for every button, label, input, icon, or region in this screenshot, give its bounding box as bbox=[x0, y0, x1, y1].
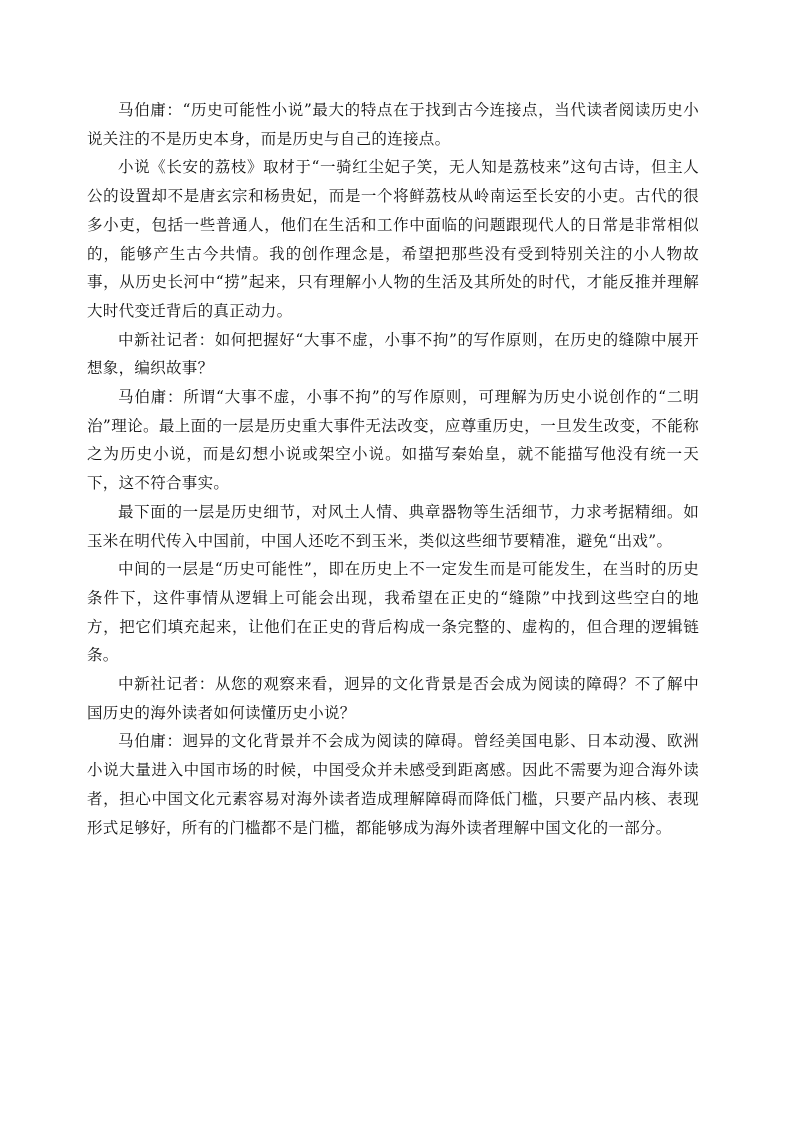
paragraph-7: 中新社记者：从您的观察来看，迥异的文化背景是否会成为阅读的障碍？不了解中国历史的海外读者如何读懂历史小说？ bbox=[87, 675, 699, 722]
article-body bbox=[87, 96, 699, 842]
paragraph-2: 小说《长安的荔枝》取材于“一骑红尘妃子笑，无人知是荔枝来”这句古诗，但主人公的设置却不是唐玄宗和杨贵妃，而是一个将鲜荔枝从岭南运至长安的小吏。古代的很多小吏，包括一些普通人，他们在生活和工作中面临的问题跟现代人的日常是非常相似的，能够产生古今共情。我的创作理念是，希望把那些没有受到特别关注的小人物故事，从历史长河中“捞”起来，只有理解小人物的生活及其所处的时代，才能反推并理解大时代变迁背后的真正动力。 bbox=[87, 158, 699, 320]
paragraph-6: 中间的一层是“历史可能性”，即在历史上不一定发生而是可能发生，在当时的历史条件下，这件事情从逻辑上可能会出现，我希望在正史的“缝隙”中找到这些空白的地方，把它们填充起来，让他们在正史的背后构成一条完整的、虚构的，但合理的逻辑链条。 bbox=[87, 560, 699, 665]
paragraph-1: 马伯庸：“历史可能性小说”最大的特点在于找到古今连接点，当代读者阅读历史小说关注的不是历史本身，而是历史与自己的连接点。 bbox=[87, 101, 699, 148]
paragraph-5: 最下面的一层是历史细节，对风土人情、典章器物等生活细节，力求考据精细。如玉米在明代传入中国前，中国人还吃不到玉米，类似这些细节要精准，避免“出戏”。 bbox=[87, 502, 699, 550]
paragraph-8: 马伯庸：迥异的文化背景并不会成为阅读的障碍。曾经美国电影、日本动漫、欧洲小说大量进入中国市场的时候，中国受众并未感受到距离感。因此不需要为迎合海外读者，担心中国文化元素容易对海外读者造成理解障碍而降低门槛，只要产品内核、表现形式足够好，所有的门槛都不是门槛，都能够成为海外读者理解中国文化的一部分。 bbox=[87, 732, 699, 837]
paragraph-3: 中新社记者：如何把握好“大事不虚，小事不拘”的写作原则，在历史的缝隙中展开想象，编织故事？ bbox=[87, 330, 699, 378]
paragraph-4: 马伯庸：所谓“大事不虚，小事不拘”的写作原则，可理解为历史小说创作的“二明治”理论。最上面的一层是历史重大事件无法改变，应尊重历史，一旦发生改变，不能称之为历史小说，而是幻想小说或架空小说。如描写秦始皇，就不能描写他没有统一天下，这不符合事实。 bbox=[87, 388, 699, 493]
